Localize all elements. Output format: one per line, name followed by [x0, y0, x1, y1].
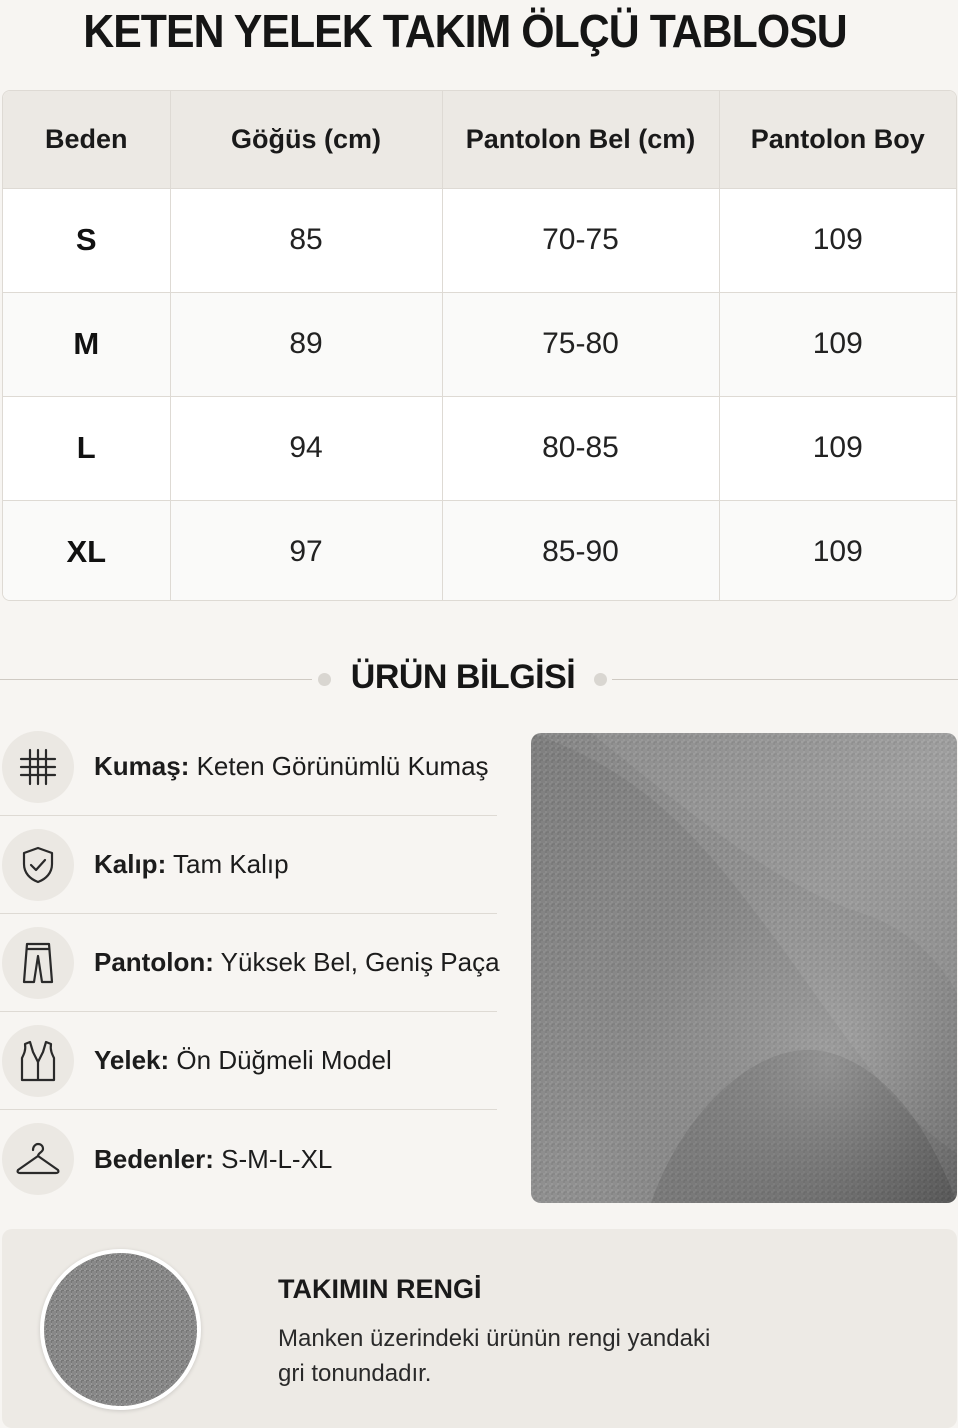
cell-length: 109 [719, 396, 956, 500]
info-value: Keten Görünümlü Kumaş [196, 751, 489, 781]
info-value: Tam Kalıp [173, 849, 289, 879]
info-label: Pantolon: [94, 947, 214, 977]
hanger-icon [2, 1123, 74, 1195]
color-title: TAKIMIN RENGİ [278, 1274, 482, 1304]
fabric-texture-image [531, 733, 957, 1203]
cell-size: XL [3, 500, 170, 601]
color-info-card [2, 1229, 957, 1428]
cell-waist: 80-85 [442, 396, 719, 500]
cell-chest: 94 [170, 396, 442, 500]
section-title: ÜRÜN BİLGİSİ [350, 658, 576, 696]
color-description: Manken üzerindeki ürünün rengi yandaki gri tonundadır. [278, 1325, 711, 1387]
cell-size: S [3, 188, 170, 292]
info-label: Kumaş: [94, 751, 190, 781]
divider-dot-right [594, 673, 607, 686]
cell-chest: 85 [170, 188, 442, 292]
size-chart-table [2, 90, 957, 601]
info-value: Ön Düğmeli Model [176, 1045, 392, 1075]
table-row [3, 188, 956, 292]
cell-waist: 85-90 [442, 500, 719, 601]
info-text [94, 1144, 332, 1175]
cell-length: 109 [812, 535, 863, 569]
info-label: Yelek: [94, 1045, 170, 1075]
header-size: Beden [3, 91, 170, 188]
table-row [3, 292, 956, 396]
info-text [94, 751, 489, 782]
info-value: Yüksek Bel, Geniş Paça [220, 947, 500, 977]
header-length: Pantolon Boy [719, 91, 956, 188]
info-text [94, 947, 500, 978]
info-label: Kalıp: [94, 849, 167, 879]
list-item [0, 1012, 497, 1110]
info-label: Bedenler: [94, 1143, 214, 1174]
list-item [0, 1110, 497, 1208]
header-waist: Pantolon Bel (cm) [442, 91, 719, 188]
divider-right [612, 679, 958, 680]
table-header-row [3, 91, 956, 188]
product-info-list [0, 718, 500, 1208]
trousers-icon [2, 927, 74, 999]
cell-size: L [3, 396, 170, 500]
divider-left [0, 679, 312, 680]
fabric-grid-icon [2, 731, 74, 803]
list-item [0, 816, 497, 914]
cell-chest: 97 [170, 500, 442, 601]
cell-chest: 89 [170, 292, 442, 396]
color-swatch [40, 1249, 201, 1410]
vest-icon [2, 1025, 74, 1097]
cell-length: 109 [719, 188, 956, 292]
info-text [94, 1045, 392, 1076]
list-item [0, 914, 500, 1012]
cell-size: M [3, 292, 170, 396]
header-chest: Göğüs (cm) [170, 91, 442, 188]
cell-waist: 70-75 [442, 188, 719, 292]
product-info-heading [0, 650, 958, 710]
table-row [3, 500, 956, 601]
info-value: S-M-L-XL [221, 1143, 333, 1174]
page-title: KETEN YELEK TAKIM ÖLÇÜ TABLOSU [83, 5, 847, 57]
cell-length: 109 [719, 292, 956, 396]
list-item [0, 718, 497, 816]
info-text [94, 849, 289, 880]
shield-check-icon [2, 829, 74, 901]
table-row [3, 396, 956, 500]
cell-waist: 75-80 [442, 292, 719, 396]
